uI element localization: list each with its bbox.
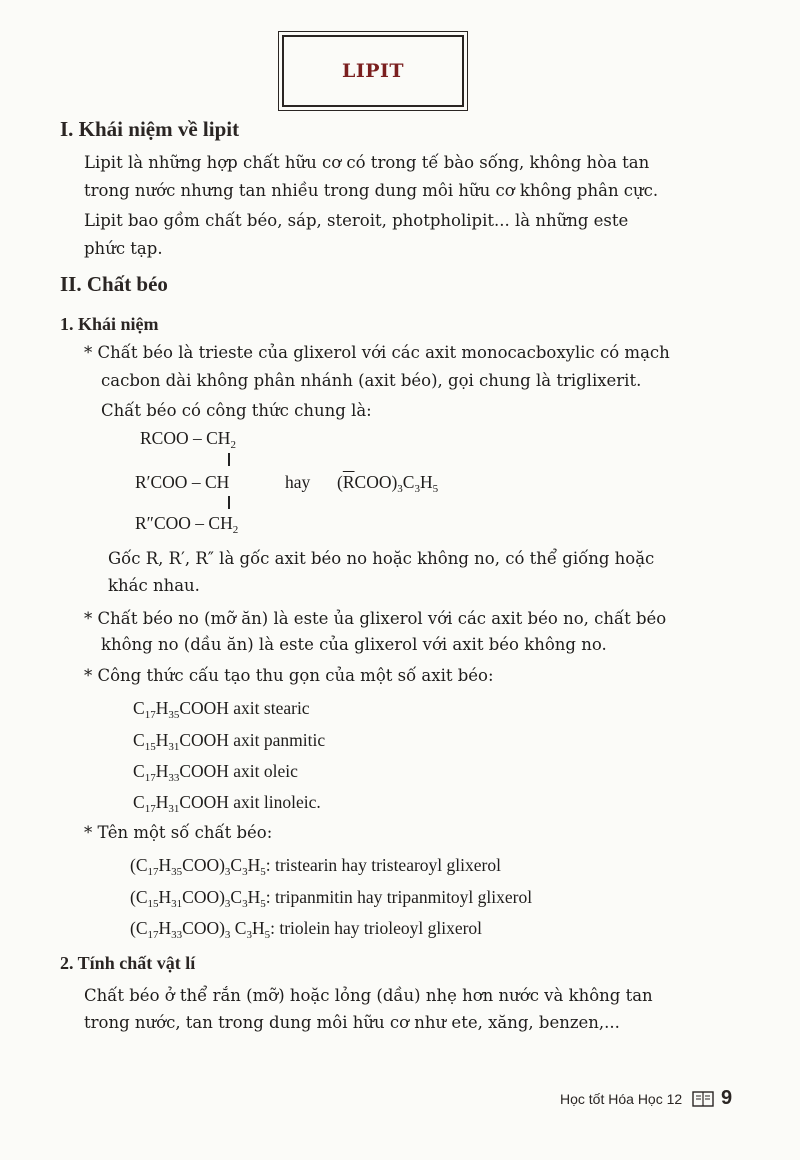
radical-line2: khác nhau. xyxy=(108,576,200,595)
acid-h: H xyxy=(155,730,169,750)
formula-row-3-text: R″COO – CH xyxy=(135,513,233,533)
fat-pre: (C xyxy=(130,855,148,875)
fat-item xyxy=(130,887,532,910)
fat-h5-sub: 5 xyxy=(260,898,266,910)
acid-c-sub: 17 xyxy=(144,772,156,784)
page-title xyxy=(282,35,464,107)
book-icon xyxy=(692,1090,714,1108)
fat-c3-sub: 3 xyxy=(242,866,248,878)
fat-h-sub: 35 xyxy=(171,866,183,878)
acid-name: COOH axit stearic xyxy=(179,698,310,718)
bond-line-lower xyxy=(228,496,230,509)
footer-page-number: 9 xyxy=(721,1087,733,1109)
fat-c-sub: 17 xyxy=(147,866,159,878)
formula-alt-c: C xyxy=(402,472,415,492)
fat-h: H xyxy=(158,918,172,938)
bullet-4: * Tên một số chất béo: xyxy=(84,823,273,842)
acid-name: COOH axit linoleic. xyxy=(179,792,321,812)
acid-c: C xyxy=(133,761,145,781)
fat-pre: (C xyxy=(130,918,148,938)
fat-c3-sub: 3 xyxy=(242,898,248,910)
acid-name: COOH axit panmitic xyxy=(179,730,326,750)
fat-c-sub: 15 xyxy=(147,898,159,910)
bullet-2-line2: không no (dầu ăn) là este của glixerol với axit béo không no. xyxy=(101,635,607,654)
formula-alt-sub-3a: 3 xyxy=(397,483,403,495)
fat-coo: COO) xyxy=(182,887,225,907)
fat-item xyxy=(130,855,501,878)
fat-h5-sub: 5 xyxy=(264,929,271,941)
fat-h5-sub: 5 xyxy=(260,866,266,878)
formula-alternative xyxy=(337,472,438,495)
fat-name: : triolein hay trioleoyl glixerol xyxy=(270,918,483,938)
bond-line-upper xyxy=(228,453,230,466)
acid-c-sub: 15 xyxy=(144,741,156,753)
formula-alt-r: $\overline{R}$ xyxy=(342,472,355,492)
section-1-para1-line2: trong nước nhưng tan nhiều trong dung môi hữu cơ không phân cực. xyxy=(84,181,659,200)
acid-h-sub: 35 xyxy=(168,709,180,721)
bullet-2-line1: * Chất béo no (mỡ ăn) là este ủa glixerol với các axit béo no, chất béo xyxy=(84,609,667,628)
acid-name: COOH axit oleic xyxy=(179,761,298,781)
fat-h5: H xyxy=(247,855,261,875)
section-1-heading: I. Khái niệm về lipit xyxy=(60,117,240,141)
section-1-para2-line2: phức tạp. xyxy=(84,239,163,258)
acid-c: C xyxy=(133,730,145,750)
fat-h5: H xyxy=(251,918,265,938)
fat-c3: C xyxy=(230,855,243,875)
acid-c: C xyxy=(133,698,145,718)
acid-h: H xyxy=(155,761,169,781)
acid-h-sub: 31 xyxy=(168,803,180,815)
fat-coo: COO) xyxy=(182,855,225,875)
subsection-2-heading: 2. Tính chất vật lí xyxy=(60,953,196,973)
fat-name: : tristearin hay tristearoyl glixerol xyxy=(265,855,501,875)
fat-n-sub: 3 xyxy=(224,866,231,878)
section-1-para2-line1: Lipit bao gồm chất béo, sáp, steroit, photpholipit... là những este xyxy=(84,211,629,230)
section-2-heading: II. Chất béo xyxy=(60,272,168,296)
formula-alt-open: ( xyxy=(337,472,343,492)
radical-line1: Gốc R, R′, R″ là gốc axit béo no hoặc không no, có thể giống hoặc xyxy=(108,549,655,568)
acid-h: H xyxy=(155,698,169,718)
formula-row-1 xyxy=(140,428,236,451)
section-1-para1-line1: Lipit là những hợp chất hữu cơ có trong tế bào sống, không hòa tan xyxy=(84,153,650,172)
formula-row-2 xyxy=(135,472,229,493)
acid-item xyxy=(133,730,325,753)
footer-book-title: Học tốt Hóa Học 12 xyxy=(560,1091,683,1107)
formula-hay: hay xyxy=(285,472,311,492)
formula-alt-sub-3b: 3 xyxy=(414,483,420,495)
acid-item xyxy=(133,698,310,721)
acid-item xyxy=(133,761,298,784)
subsection-1-heading: 1. Khái niệm xyxy=(60,314,159,334)
fat-coo: COO) xyxy=(182,918,225,938)
physical-line1: Chất béo ở thể rắn (mỡ) hoặc lỏng (dầu) nhẹ hơn nước và không tan xyxy=(84,986,653,1005)
acid-c-sub: 17 xyxy=(144,803,156,815)
fat-c3-sub: 3 xyxy=(246,929,252,941)
acid-h-sub: 31 xyxy=(168,741,180,753)
bullet-1-line1: * Chất béo là trieste của glixerol với các axit monocacboxylic có mạch xyxy=(84,343,670,362)
acid-item xyxy=(133,792,321,815)
fat-n-sub: 3 xyxy=(224,929,231,941)
acid-h-sub: 33 xyxy=(168,772,180,784)
fat-h-sub: 33 xyxy=(171,929,183,941)
formula-row-3 xyxy=(135,513,238,536)
acid-h: H xyxy=(155,792,169,812)
fat-c-sub: 17 xyxy=(147,929,159,941)
fat-item xyxy=(130,918,482,941)
fat-c3: C xyxy=(230,918,247,938)
general-formula-intro: Chất béo có công thức chung là: xyxy=(101,401,372,420)
formula-row-1-text: RCOO – CH xyxy=(140,428,231,448)
formula-alt-sub-5: 5 xyxy=(432,483,439,495)
physical-line2: trong nước, tan trong dung môi hữu cơ như ete, xăng, benzen,... xyxy=(84,1013,620,1032)
acid-c-sub: 17 xyxy=(144,709,156,721)
fat-c3: C xyxy=(230,887,243,907)
formula-alt-h: H xyxy=(419,472,433,492)
fat-h: H xyxy=(158,887,172,907)
bullet-1-line2: cacbon dài không phân nhánh (axit béo), gọi chung là triglixerit. xyxy=(101,371,642,390)
formula-row-2-text: R′COO – CH xyxy=(135,472,230,492)
fat-h-sub: 31 xyxy=(171,898,183,910)
fat-h5: H xyxy=(247,887,261,907)
formula-row-1-sub: 2 xyxy=(230,439,236,451)
acid-c: C xyxy=(133,792,145,812)
fat-h: H xyxy=(158,855,172,875)
fat-name: : tripanmitin hay tripanmitoyl glixerol xyxy=(265,887,533,907)
fat-n-sub: 3 xyxy=(224,898,231,910)
formula-alt-coo: COO) xyxy=(354,472,398,492)
fat-pre: (C xyxy=(130,887,148,907)
formula-row-3-sub: 2 xyxy=(232,524,239,536)
bullet-3: * Công thức cấu tạo thu gọn của một số axit béo: xyxy=(84,666,494,685)
page-title-text: LIPIT xyxy=(341,60,405,82)
